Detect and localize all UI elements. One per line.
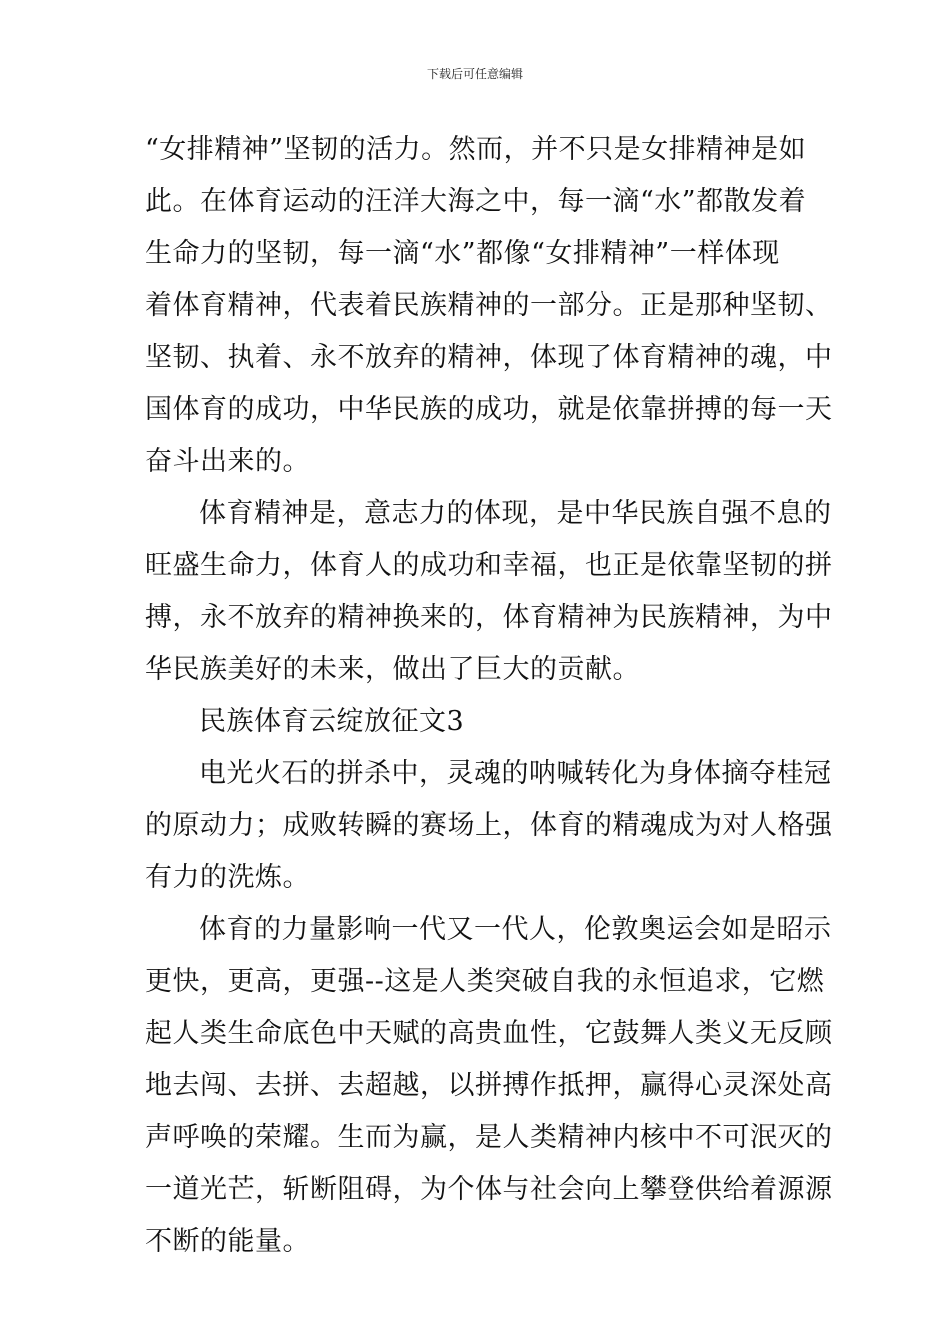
text-line: 不断的能量。	[145, 1226, 310, 1257]
text-line: 此。在体育运动的汪洋大海之中，每一滴“水”都散发着	[145, 186, 807, 217]
text-line: 起人类生命底色中天赋的高贵血性，它鼓舞人类义无反顾	[145, 1018, 833, 1049]
text-line: 坚韧、执着、永不放弃的精神，体现了体育精神的魂，中	[145, 342, 833, 373]
paragraph-first-line: 电光火石的拼杀中，灵魂的呐喊转化为身体摘夺桂冠	[199, 758, 832, 789]
text-line: 国体育的成功，中华民族的成功，就是依靠拼搏的每一天	[145, 394, 833, 425]
text-line: 更快，更高，更强--这是人类突破自我的永恒追求，它燃	[145, 966, 825, 997]
text-line: “女排精神”坚韧的活力。然而，并不只是女排精神是如	[145, 134, 807, 165]
text-line: 生命力的坚韧，每一滴“水”都像“女排精神”一样体现	[145, 238, 780, 269]
document-body	[145, 124, 833, 1268]
text-line: 搏，永不放弃的精神换来的，体育精神为民族精神，为中	[145, 602, 833, 633]
paragraph-first-line: 体育的力量影响一代又一代人，伦敦奥运会如是昭示	[199, 914, 832, 945]
paragraph-first-line: 体育精神是，意志力的体现，是中华民族自强不息的	[199, 498, 832, 529]
text-line: 着体育精神，代表着民族精神的一部分。正是那种坚韧、	[145, 290, 833, 321]
page-header: 下载后可任意编辑	[426, 67, 523, 81]
text-line: 一道光芒，斩断阻碍，为个体与社会向上攀登供给着源源	[145, 1174, 833, 1205]
text-line: 旺盛生命力，体育人的成功和幸福，也正是依靠坚韧的拼	[145, 550, 833, 581]
section-heading: 民族体育云绽放征文3	[199, 706, 465, 737]
text-line: 有力的洗炼。	[145, 862, 310, 893]
text-line: 声呼唤的荣耀。生而为赢，是人类精神内核中不可泯灭的	[145, 1122, 833, 1153]
text-line: 的原动力；成败转瞬的赛场上，体育的精魂成为对人格强	[145, 810, 833, 841]
text-line: 华民族美好的未来，做出了巨大的贡献。	[145, 654, 640, 685]
text-line: 奋斗出来的。	[145, 446, 310, 477]
text-line: 地去闯、去拼、去超越，以拼搏作抵押，赢得心灵深处高	[145, 1070, 833, 1101]
